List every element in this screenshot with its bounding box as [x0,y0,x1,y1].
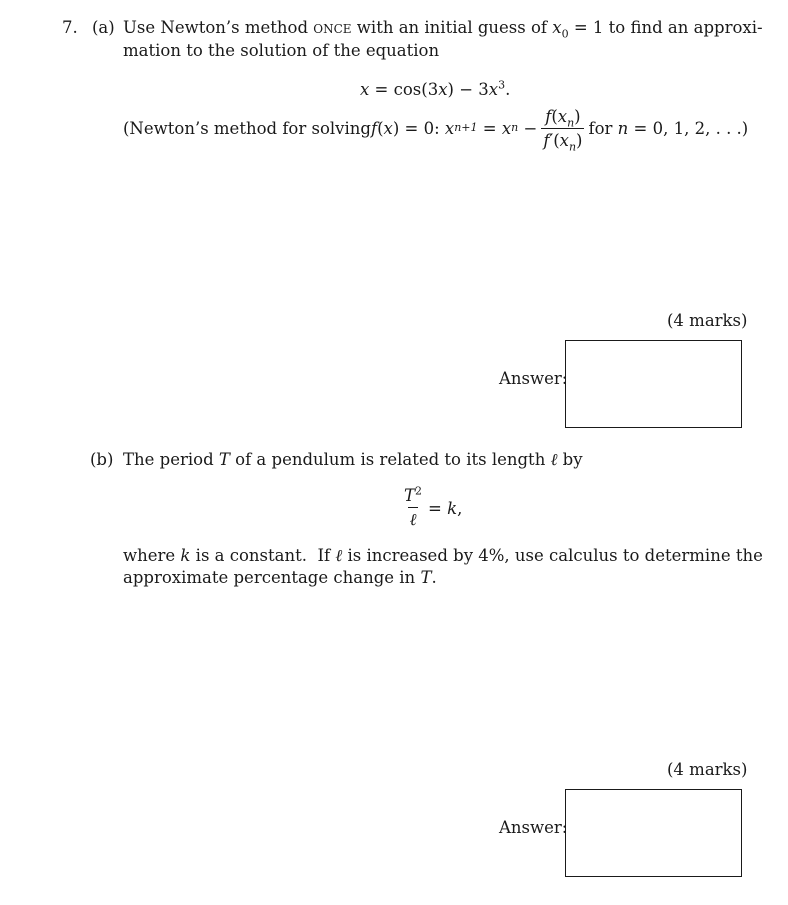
num-open: ( [551,106,558,126]
once-keyword: once [313,18,352,37]
eq-x-cubed: x [488,80,499,99]
num-close: ) [574,106,581,126]
newton-fraction-denominator [541,128,584,153]
part-a-label: (a) [92,18,115,37]
length-ell: ℓ [550,450,558,469]
part-b-line1-pre: The period [123,450,219,469]
part-a-line1 [123,18,763,41]
den-open: ( [553,130,560,150]
den-x: x [559,130,569,150]
question-number: 7. [62,18,78,37]
part-b-line2 [123,546,763,566]
part-b-line3 [123,568,437,587]
num-f: f [545,106,552,126]
num-sub: n [567,115,575,129]
hint-fx-close: ) = 0: [392,118,445,138]
hint-minus: − [518,118,538,138]
pendulum-fraction-numerator [402,486,424,507]
hint-f: f [370,118,378,138]
pendulum-formula [398,486,462,530]
part-b-answer-label: Answer: [499,818,568,837]
part-a-line1-post: = 1 to find an approxi- [568,18,763,37]
part-b-line3-pre: approximate percentage change in [123,568,421,587]
newton-fraction-numerator [543,107,582,128]
main-equation [360,80,510,99]
part-b-line1-post: by [557,450,583,469]
hint-eq: = [477,118,502,138]
hint-for: for [588,118,618,138]
eq-lhs: x [360,80,370,99]
part-b-line1-mid: of a pendulum is related to its length [229,450,551,469]
hint-xn: x [501,118,512,138]
formula-comma: , [457,498,463,518]
eq-power: 3 [498,78,506,92]
period-T: T [218,450,230,469]
part-b-label: (b) [90,450,114,469]
formula-ell: ℓ [409,510,417,529]
pendulum-fraction-denominator [408,507,419,530]
eq-end: . [505,80,511,99]
x0-variable: x [552,18,562,37]
formula-T-power: 2 [415,484,423,498]
newton-fraction [541,106,584,153]
part-b-line2-post: is increased by 4%, use calculus to determine the [342,546,763,565]
part-a-answer-box[interactable] [565,340,742,428]
part-a-marks: (4 marks) [667,311,748,330]
den-sub: n [568,139,577,153]
hint-open: (Newton’s method for solving [123,118,371,138]
newton-hint: (Newton’s method for solving f ( x ) = 0: x n+1 = x n − $\frac{f(x_n)}{f'(x_n)}$ for n = 0, 1, 2, . . .) [123,106,749,153]
num-x: x [557,106,568,126]
part-a-line1-mid: with an initial guess of [351,18,553,37]
hint-range: = 0, 1, 2, . . .) [628,118,749,138]
part-a-line1-pre: Use Newton’s method [123,18,314,37]
pendulum-fraction [402,486,424,530]
part-b-line3-post: . [431,568,437,587]
length-ell-2: ℓ [335,546,343,565]
part-b-line2-pre: where [123,546,181,565]
formula-T: T [404,486,416,505]
part-b-line1 [123,450,583,470]
part-b-marks: (4 marks) [667,760,748,779]
den-f: f′ [543,130,554,150]
formula-k: k [447,498,458,518]
constant-k: k [180,546,191,565]
hint-xn1: x [444,118,455,138]
part-a-answer-label: Answer: [499,369,568,388]
period-T-2: T [420,568,432,587]
eq-x-inner: x [438,80,448,99]
hint-fx-var: x [383,118,393,138]
x0-subscript: 0 [561,27,569,41]
hint-n: n [617,118,629,138]
part-a-line2: mation to the solution of the equation [123,41,440,60]
hint-fx-open: ( [377,118,384,138]
part-b-line2-mid: is a constant. If [190,546,336,565]
formula-eq: = [428,498,448,518]
eq-cos: = cos(3 [369,80,439,99]
eq-mid: ) − 3 [447,80,489,99]
part-b-answer-box[interactable] [565,789,742,877]
den-close: ) [576,130,583,150]
